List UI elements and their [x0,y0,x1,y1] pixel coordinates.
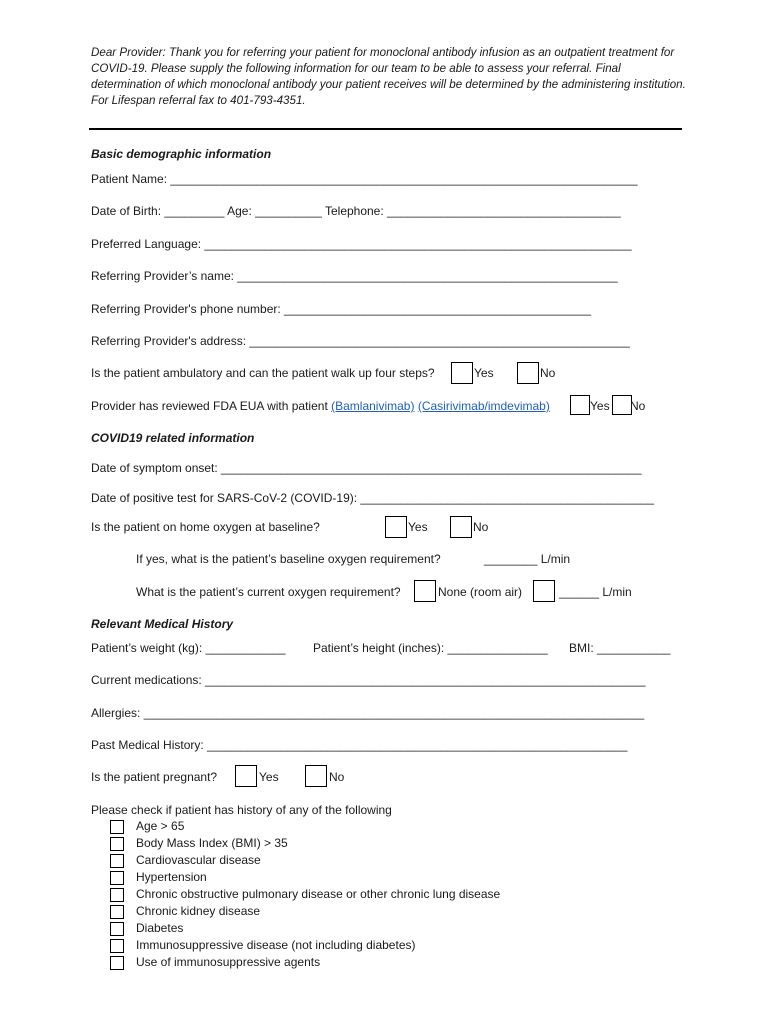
positive-test-field[interactable]: Date of positive test for SARS-CoV-2 (COVID-19): ____________________________________________ [91,491,655,505]
fda-eua-question [91,399,550,413]
referring-name-field[interactable]: Referring Provider’s name: _________________________________________________________ [91,269,618,283]
intro-paragraph: Dear Provider: Thank you for referring your patient for monoclonal antibody infusion as an outpatient treatment for COVID-19. Please supply the following information for our team to be able to assess your referral. Final determination of which monoclonal antibody your patient receives will be determined by the administering institution. For Lifespan referral fax to 401-793-4351. [91,46,686,107]
condition-label: Chronic obstructive pulmonary disease or other chronic lung disease [136,887,501,901]
casirivimab-link[interactable]: (Casirivimab/imdevimab) [417,399,550,413]
height-field[interactable]: Patient’s height (inches): _______________ [313,641,548,655]
divider [89,128,682,130]
condition-checkbox[interactable] [110,922,124,936]
home-oxygen-no-label: No [473,520,489,534]
medications-field[interactable]: Current medications: __________________________________________________________________ [91,673,646,687]
condition-checkbox[interactable] [110,820,124,834]
language-field[interactable]: Preferred Language: ________________________________________________________________ [91,237,632,251]
referring-address-field[interactable]: Referring Provider's address: _________________________________________________________ [91,334,630,348]
condition-checkbox[interactable] [110,871,124,885]
ambulatory-yes-checkbox[interactable] [451,362,473,384]
allergies-field[interactable]: Allergies: ___________________________________________________________________________ [91,706,645,720]
section-heading-demographic: Basic demographic information [91,147,272,161]
weight-field[interactable]: Patient’s weight (kg): ____________ [91,641,286,655]
condition-checkbox[interactable] [110,939,124,953]
room-air-label: None (room air) [438,585,523,599]
current-oxygen-question: What is the patient’s current oxygen requirement? [136,585,401,599]
pregnant-no-checkbox[interactable] [305,765,327,787]
condition-label: Cardiovascular disease [136,853,261,867]
supplemental-oxygen-checkbox[interactable] [533,580,555,602]
condition-checkbox[interactable] [110,854,124,868]
dob-age-phone-field[interactable]: Date of Birth: _________ Age: __________ Telephone: ___________________________________ [91,204,621,218]
fda-yes-checkbox[interactable] [570,395,590,415]
section-heading-covid: COVID19 related information [91,431,255,445]
ambulatory-question: Is the patient ambulatory and can the patient walk up four steps? [91,366,435,380]
pregnant-yes-label: Yes [259,770,279,784]
pregnant-no-label: No [329,770,345,784]
condition-label: Hypertension [136,870,207,884]
ambulatory-no-checkbox[interactable] [517,362,539,384]
room-air-checkbox[interactable] [414,580,436,602]
history-check-prompt: Please check if patient has history of any of the following [91,803,392,817]
home-oxygen-question: Is the patient on home oxygen at baseline? [91,520,320,534]
baseline-oxygen-field[interactable]: ________ L/min [484,552,571,566]
section-heading-history: Relevant Medical History [91,617,234,631]
condition-checkbox[interactable] [110,837,124,851]
bamlanivimab-link[interactable]: (Bamlanivimab) [331,399,415,413]
bmi-field[interactable]: BMI: ___________ [569,641,671,655]
ambulatory-no-label: No [540,366,556,380]
symptom-onset-field[interactable]: Date of symptom onset: _______________________________________________________________ [91,461,642,475]
home-oxygen-yes-checkbox[interactable] [385,516,407,538]
baseline-oxygen-question: If yes, what is the patient’s baseline oxygen requirement? [136,552,441,566]
home-oxygen-no-checkbox[interactable] [450,516,472,538]
pregnant-yes-checkbox[interactable] [235,765,257,787]
referring-phone-field[interactable]: Referring Provider's phone number: ______________________________________________ [91,302,592,316]
condition-label: Use of immunosuppressive agents [136,955,321,969]
fda-no-label: No [630,399,646,413]
condition-label: Age > 65 [136,819,185,833]
home-oxygen-yes-label: Yes [408,520,428,534]
patient-name-field[interactable]: Patient Name: ______________________________________________________________________ [91,172,638,186]
fda-eua-text: Provider has reviewed FDA EUA with patient [91,399,328,413]
current-oxygen-field[interactable]: ______ L/min [559,585,632,599]
fda-no-checkbox[interactable] [612,395,632,415]
condition-label: Chronic kidney disease [136,904,261,918]
condition-label: Diabetes [136,921,184,935]
fda-yes-label: Yes [590,399,610,413]
condition-label: Immunosuppressive disease (not including diabetes) [136,938,416,952]
ambulatory-yes-label: Yes [474,366,494,380]
pregnant-question: Is the patient pregnant? [91,770,218,784]
condition-checkbox[interactable] [110,956,124,970]
past-medical-history-field[interactable]: Past Medical History: _______________________________________________________________ [91,738,628,752]
condition-label: Body Mass Index (BMI) > 35 [136,836,288,850]
condition-checkbox[interactable] [110,888,124,902]
condition-checkbox[interactable] [110,905,124,919]
